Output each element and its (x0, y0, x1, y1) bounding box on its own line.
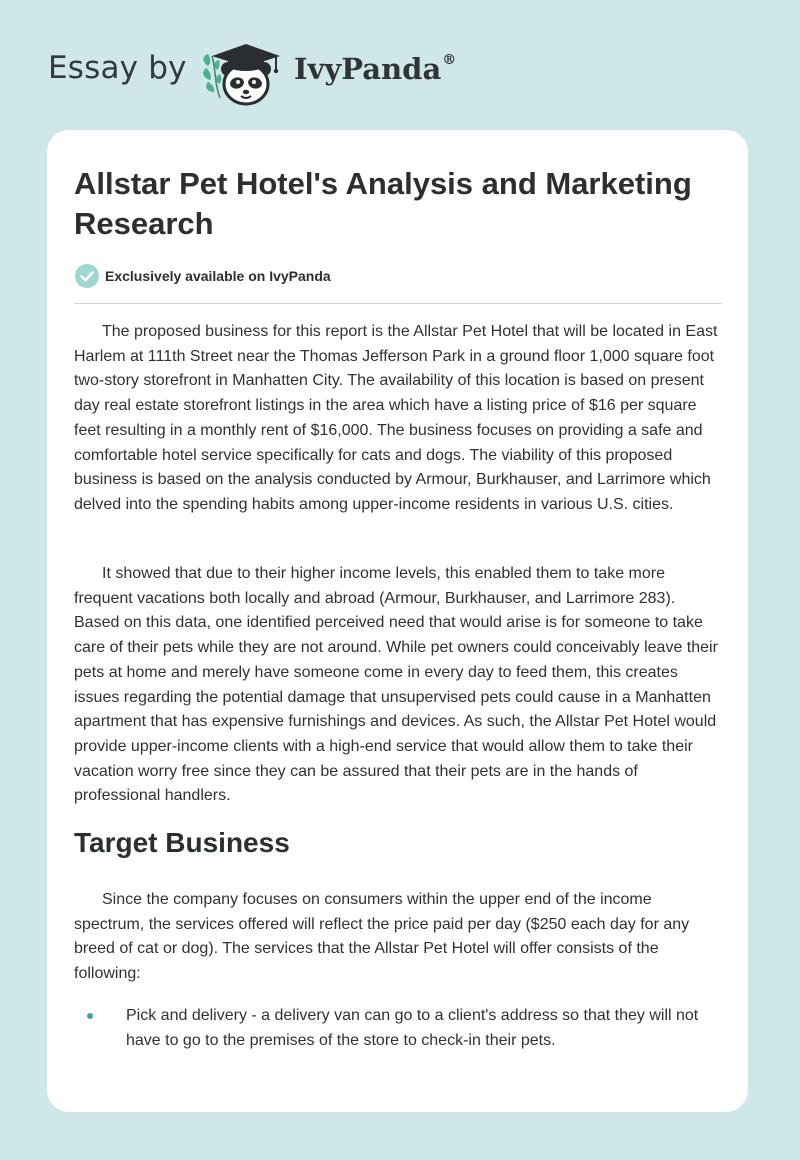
article-card (47, 130, 748, 1112)
paragraph-2 (74, 562, 724, 809)
paragraph-text: It showed that due to their higher income levels, this enabled them to take more frequent vacations both locally and abroad (Armour, Burkhauser, and Larrimore 283). Based on this data, one identified perceived need that would arise is for someone to take care of their pets while they are not around. While pet owners could conceivably leave their pets at home and merely have someone come in every day to feed them, this creates issues regarding the potential damage that unsupervised pets could cause in a Manhatten apartment that has expensive furnishings and devices. As such, the Allstar Pet Hotel would provide upper-income clients with a high-end service that would allow them to take their vacation worry free since they can be assured that their pets are in the hands of professional handlers. (74, 565, 718, 805)
services-list (74, 1004, 724, 1053)
site-header (0, 0, 800, 130)
brand-name[interactable] (294, 52, 456, 86)
essay-by-label: Essay by (48, 50, 187, 86)
title-divider (74, 303, 722, 304)
paragraph-text: Since the company focuses on consumers within the upper end of the income spectrum, the services offered will reflect the price paid per day ($250 each day for any breed of cat or dog). The services that the Allstar Pet Hotel will offer consists of the following: (74, 891, 690, 983)
list-item (74, 1004, 724, 1053)
paragraph-1 (74, 320, 724, 518)
panda-logo-icon[interactable] (200, 36, 292, 110)
bullet-dot (87, 1013, 93, 1019)
paragraph-3 (74, 888, 724, 987)
check-circle-icon (74, 263, 100, 289)
list-item-text: Pick and delivery - a delivery van can go to a client's address so that they will not have to go to the premises of the store to check-in their pets. (126, 1007, 699, 1049)
section-heading-target-business: Target Business (74, 827, 290, 858)
exclusive-badge (74, 263, 331, 289)
brand-name-text: IvyPanda (294, 52, 442, 86)
paragraph-text: The proposed business for this report is the Allstar Pet Hotel that will be located in East Harlem at 111th Street near the Thomas Jefferson Park in a ground floor 1,000 square foot two-story storefront in Manhatten City. The availability of this location is based on present day real estate storefront listings in the area which have a listing price of $16 per square feet resulting in a monthly rent of $16,000. The business focuses on providing a safe and comfortable hotel service specifically for cats and dogs. The viability of this proposed business is based on the analysis conducted by Armour, Burkhauser, and Larrimore which delved into the spending habits among upper-income residents in various U.S. cities. (74, 323, 718, 513)
article-title: Allstar Pet Hotel's Analysis and Marketing Research (74, 166, 692, 241)
registered-mark: ® (442, 52, 457, 69)
exclusive-label: Exclusively available on IvyPanda (105, 268, 331, 284)
